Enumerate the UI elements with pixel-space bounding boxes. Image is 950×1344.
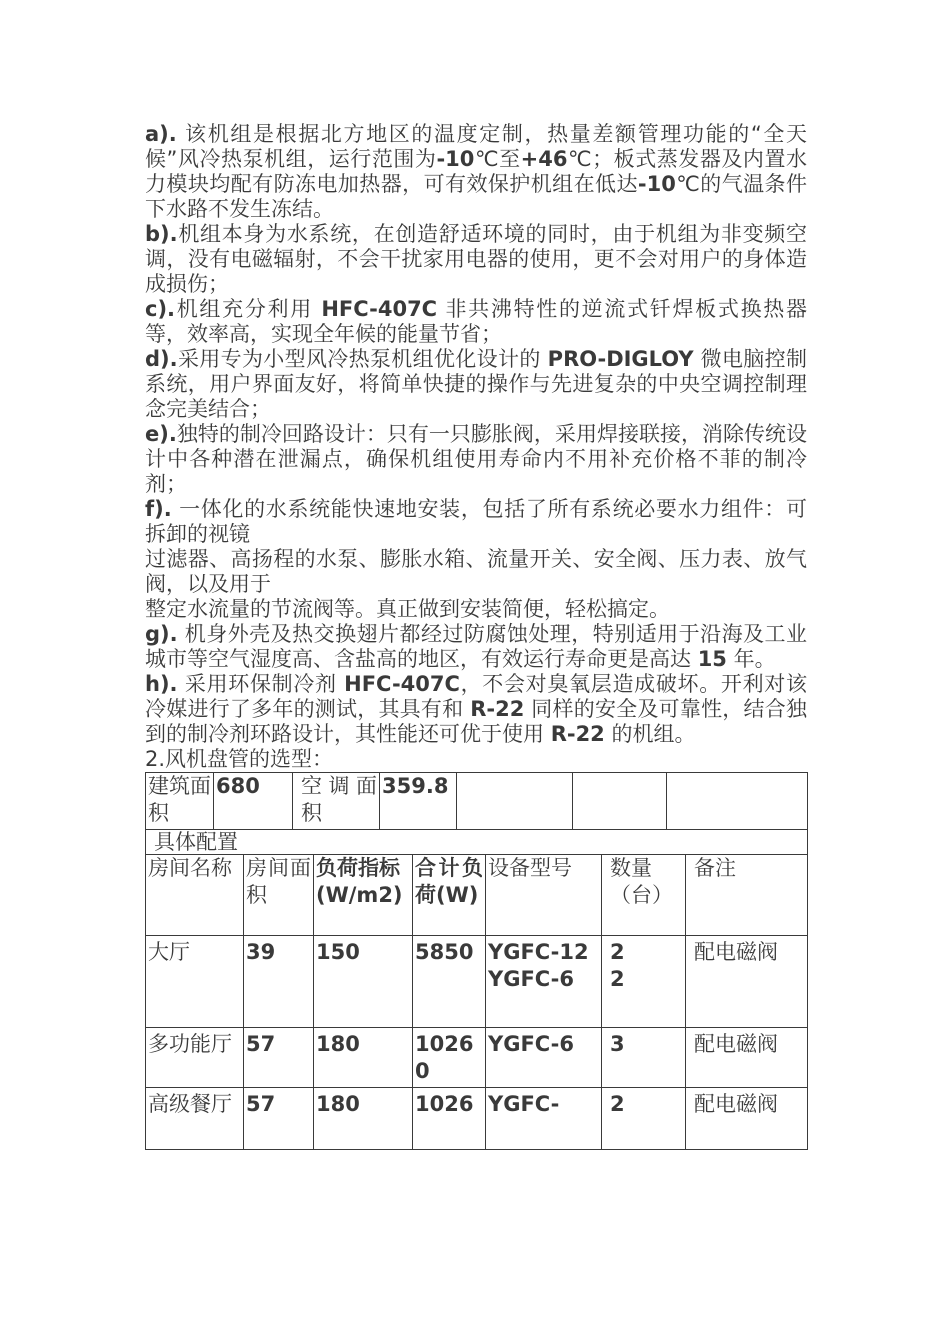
- column-header: 设备型号: [486, 855, 602, 936]
- paragraph-f3: [145, 597, 807, 622]
- table-cell: 39: [244, 936, 314, 1028]
- text: ，不会对臭氧层造成破坏。开利对该冷媒进行了多年的测试，其具有和: [145, 672, 807, 721]
- paragraph-list: [145, 122, 807, 747]
- table-header-row: [146, 855, 808, 936]
- table-cell: 3: [602, 1028, 686, 1088]
- table-cell: 57: [244, 1028, 314, 1088]
- bold-text: a).: [145, 122, 177, 146]
- empty-cell: [457, 773, 573, 830]
- ac-area-value: 359.8: [380, 773, 457, 830]
- table-cell: 57: [244, 1088, 314, 1150]
- table-cell: YGFC-: [486, 1088, 602, 1150]
- build-area-value: 680: [214, 773, 293, 830]
- table-cell: YGFC-12 YGFC-6: [486, 936, 602, 1028]
- text: ℃至: [474, 147, 521, 171]
- text: ℃的气温条件下水路不发生冻结。: [145, 172, 807, 221]
- bold-text: R-22: [470, 697, 525, 721]
- config-table-body: [146, 855, 808, 1150]
- paragraph-e: [145, 422, 807, 497]
- bold-text: c).: [145, 297, 176, 321]
- text: 采用专为小型风冷热泵机组优化设计的: [177, 347, 548, 371]
- bold-text: -10: [637, 172, 676, 196]
- bold-text: -10: [436, 147, 475, 171]
- ac-area-label: 空调面积: [293, 773, 380, 830]
- bold-text: b).: [145, 222, 178, 246]
- text: 过滤器、高扬程的水泵、膨胀水箱、流量开关、安全阀、压力表、放气阀，以及用于: [145, 547, 807, 596]
- bold-text: f).: [145, 497, 172, 521]
- document-page: [145, 122, 807, 1150]
- bold-text: g).: [145, 622, 178, 646]
- empty-cell: [667, 773, 808, 830]
- paragraph-c: [145, 297, 807, 347]
- table-row: [146, 936, 808, 1028]
- build-area-label: 建筑面积: [146, 773, 214, 830]
- text: 非共沸特性的逆流式钎焊板式换热器等，效率高，实现全年候的能量节省；: [145, 297, 807, 346]
- bold-text: HFC-407C: [321, 297, 438, 321]
- paragraph-f: [145, 497, 807, 547]
- table-cell: 多功能厅: [146, 1028, 244, 1088]
- table-cell: 2: [602, 1088, 686, 1150]
- column-header: 房间名称: [146, 855, 244, 936]
- table-cell: 配电磁阀: [686, 936, 808, 1028]
- table-cell: 高级餐厅: [146, 1088, 244, 1150]
- config-caption: 具体配置: [146, 830, 808, 855]
- text: 同样的安全及可靠性，结合独到的制冷剂环路设计，其性能还可优于使用: [145, 697, 807, 746]
- text: 机组充分利用: [175, 297, 322, 321]
- bold-text: R-22: [550, 722, 605, 746]
- text: 一体化的水系统能快速地安装，包括了所有系统必要水力组件：可拆卸的视镜: [145, 497, 807, 546]
- paragraph-f2: [145, 547, 807, 597]
- text: 的机组。: [604, 722, 696, 746]
- paragraph-b: [145, 222, 807, 297]
- table-cell: 10260: [413, 1028, 486, 1088]
- table-cell: 5850: [413, 936, 486, 1028]
- paragraph-a: [145, 122, 807, 222]
- table-cell: 180: [314, 1028, 413, 1088]
- column-header: 备注: [686, 855, 808, 936]
- column-header: 负荷指标(W/m2): [314, 855, 413, 936]
- table-cell: 配电磁阀: [686, 1088, 808, 1150]
- bold-text: h).: [145, 672, 178, 696]
- area-table: [145, 772, 808, 830]
- text: 微电脑控制系统，用户界面友好，将简单快捷的操作与先进复杂的中央空调控制理念完美结合；: [145, 347, 807, 421]
- bold-text: +46: [520, 147, 568, 171]
- table-cell: 180: [314, 1088, 413, 1150]
- column-header: 数量（台）: [602, 855, 686, 936]
- bold-text: e).: [145, 422, 177, 446]
- section-title: 2.风机盘管的选型：: [145, 747, 334, 771]
- bold-text: 15: [697, 647, 727, 671]
- bold-text: d).: [145, 347, 178, 371]
- column-header: 房间面积: [244, 855, 314, 936]
- table-row: [146, 1028, 808, 1088]
- table-cell: 2 2: [602, 936, 686, 1028]
- text: 机组本身为水系统，在创造舒适环境的同时，由于机组为非变频空调，没有电磁辐射，不会干扰家用电器的使用，更不会对用户的身体造成损伤；: [145, 222, 807, 296]
- table-cell: 大厅: [146, 936, 244, 1028]
- text: 机身外壳及热交换翅片都经过防腐蚀处理，特别适用于沿海及工业城市等空气湿度高、含盐高的地区，有效运行寿命更是高达: [145, 622, 807, 671]
- text: 整定水流量的节流阀等。真正做到安装简便，轻松搞定。: [145, 597, 670, 621]
- empty-cell: [573, 773, 667, 830]
- table-cell: 1026: [413, 1088, 486, 1150]
- config-table: [145, 830, 808, 1150]
- text: 该机组是根据北方地区的温度定制，热量差额管理功能的“全天候”风冷热泵机组，运行范围为: [145, 122, 807, 171]
- table-cell: 配电磁阀: [686, 1028, 808, 1088]
- bold-text: HFC-407C: [344, 672, 460, 696]
- paragraph-g: [145, 622, 807, 672]
- table-cell: 150: [314, 936, 413, 1028]
- table-row: [146, 1088, 808, 1150]
- paragraph-d: [145, 347, 807, 422]
- text: ℃；板式蒸发器及内置水力模块均配有防冻电加热器，可有效保护机组在低达: [145, 147, 807, 196]
- text: 独特的制冷回路设计：只有一只膨胀阀，采用焊接联接，消除传统设计中各种潜在泄漏点，确保机组使用寿命内不用补充价格不菲的制冷剂；: [145, 422, 807, 496]
- column-header: 合计负荷(W): [413, 855, 486, 936]
- table-cell: YGFC-6: [486, 1028, 602, 1088]
- text: 采用环保制冷剂: [177, 672, 345, 696]
- bold-text: PRO-DIGLOY: [547, 347, 694, 371]
- text: 年。: [726, 647, 776, 671]
- paragraph-h: [145, 672, 807, 747]
